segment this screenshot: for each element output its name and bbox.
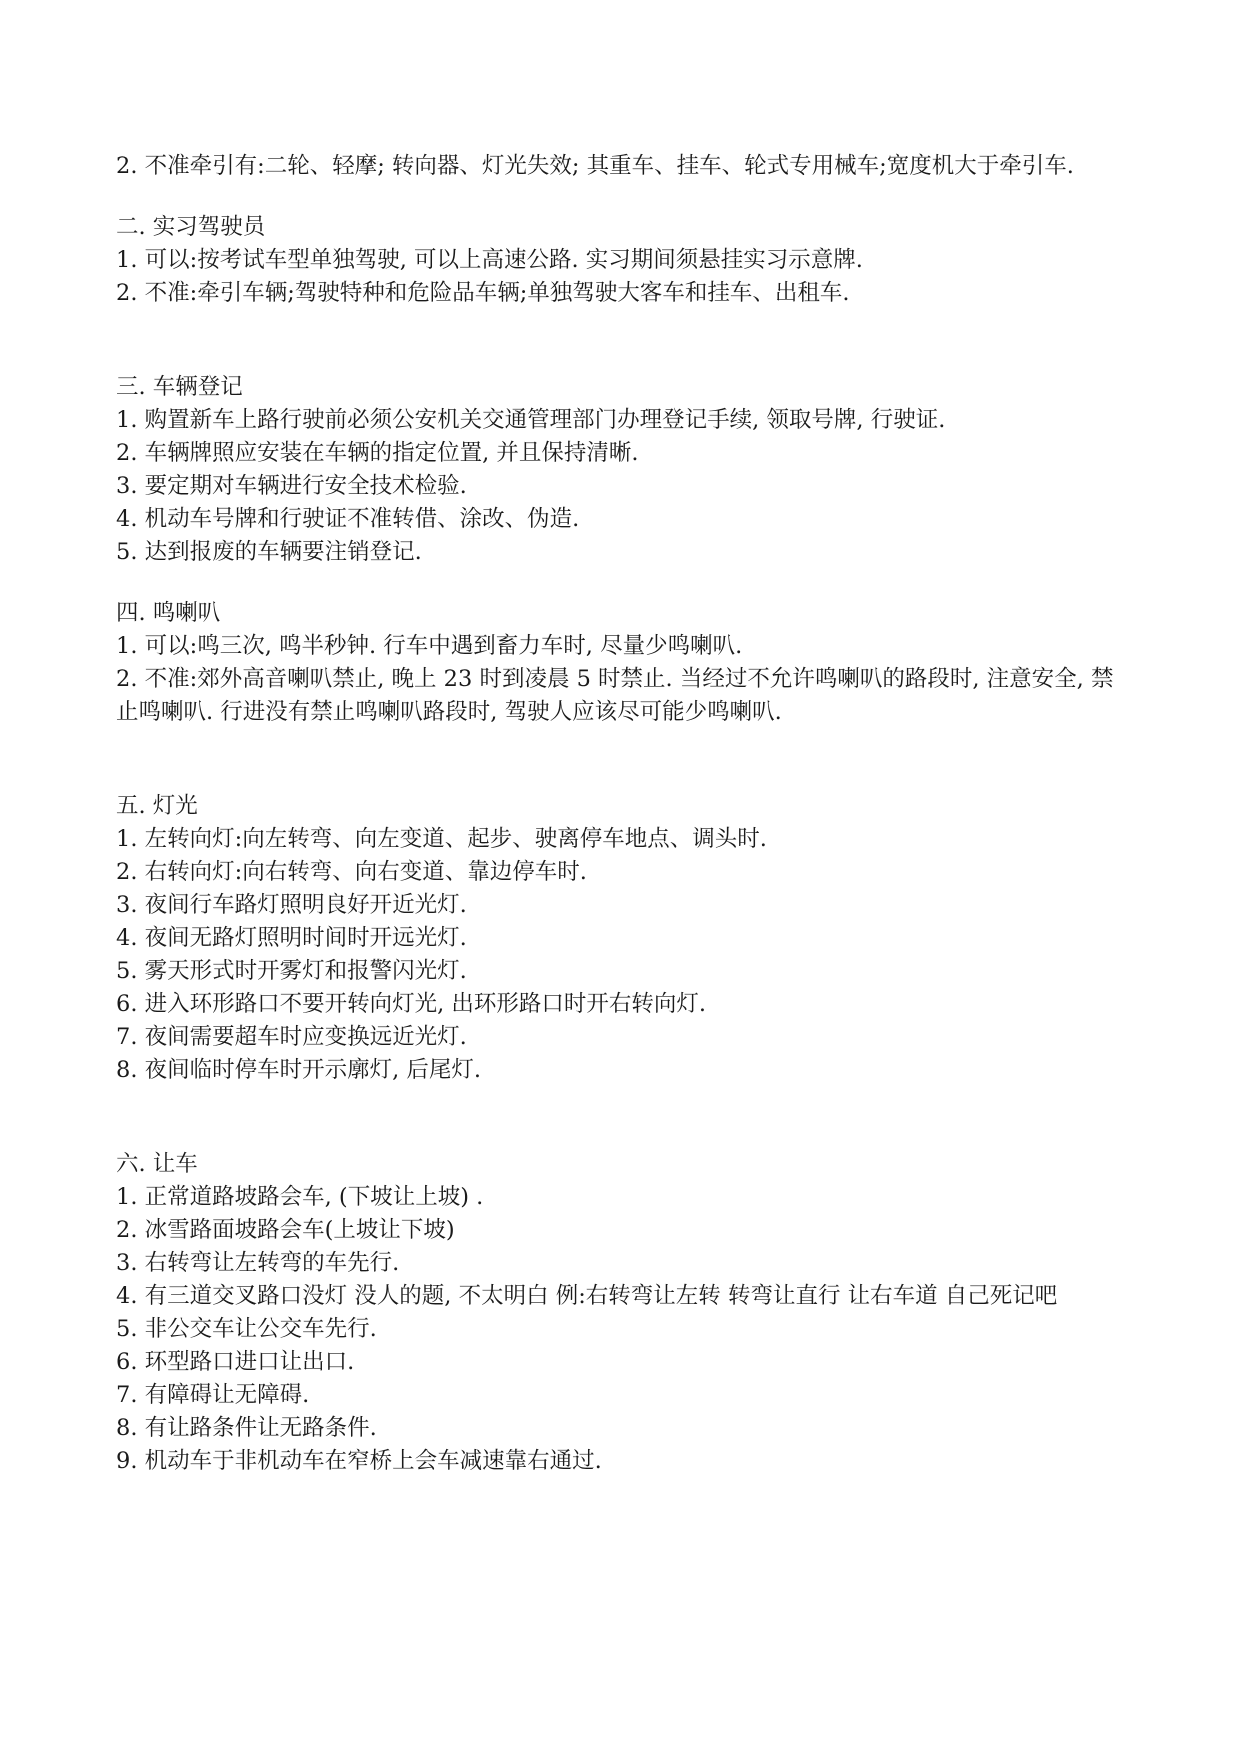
section-line: 2. 右转向灯:向右转弯、向右变道、靠边停车时. (116, 859, 587, 885)
section-vehicle-registration (116, 371, 1126, 569)
intro-line: 2. 不准牵引有:二轮、轻摩; 转向器、灯光失效; 其重车、挂车、轮式专用械车;宽度机大于牵引车. (116, 153, 1074, 179)
section-line: 4. 有三道交叉路口没灯 没人的题, 不太明白 例:右转弯让左转 转弯让直行 让右车道 自己死记吧 (116, 1283, 1058, 1309)
section-line: 7. 有障碍让无障碍. (116, 1382, 310, 1408)
section-line: 3. 要定期对车辆进行安全技术检验. (116, 473, 467, 499)
section-line: 1. 左转向灯:向左转弯、向左变道、起步、驶离停车地点、调头时. (116, 826, 767, 852)
section-lights (116, 790, 1126, 1087)
section-line: 2. 冰雪路面坡路会车(上坡让下坡) (116, 1217, 455, 1243)
section-line: 5. 雾天形式时开雾灯和报警闪光灯. (116, 958, 467, 984)
section-line: 1. 可以:按考试车型单独驾驶, 可以上高速公路. 实习期间须悬挂实习示意牌. (116, 247, 863, 273)
section-line: 4. 夜间无路灯照明时间时开远光灯. (116, 925, 467, 951)
section-line: 6. 进入环形路口不要开转向灯光, 出环形路口时开右转向灯. (116, 991, 707, 1017)
section-line: 2. 不准:郊外高音喇叭禁止, 晚上 23 时到凌晨 5 时禁止. 当经过不允许鸣喇叭的路段时, 注意安全, 禁止鸣喇叭. 行进没有禁止鸣喇叭路段时, 驾驶人应该尽可能少鸣喇叭. (116, 666, 1114, 725)
intro-section (116, 150, 1126, 183)
section-line: 8. 夜间临时停车时开示廓灯, 后尾灯. (116, 1057, 482, 1083)
section-line: 2. 车辆牌照应安装在车辆的指定位置, 并且保持清晰. (116, 440, 639, 466)
section-line: 5. 非公交车让公交车先行. (116, 1316, 377, 1342)
section-line: 5. 达到报废的车辆要注销登记. (116, 539, 422, 565)
section-heading: 四. 鸣喇叭 (116, 600, 221, 626)
section-line: 1. 购置新车上路行驶前必须公安机关交通管理部门办理登记手续, 领取号牌, 行驶证. (116, 407, 946, 433)
section-intern-driver (116, 211, 1126, 310)
section-line: 3. 右转弯让左转弯的车先行. (116, 1250, 400, 1276)
section-line: 6. 环型路口进口让出口. (116, 1349, 355, 1375)
document-page (116, 150, 1126, 1478)
section-line: 8. 有让路条件让无路条件. (116, 1415, 377, 1441)
section-heading: 三. 车辆登记 (116, 374, 243, 400)
section-heading: 六. 让车 (116, 1151, 198, 1177)
section-line: 1. 可以:鸣三次, 鸣半秒钟. 行车中遇到畜力车时, 尽量少鸣喇叭. (116, 633, 743, 659)
section-yield (116, 1148, 1126, 1478)
section-line: 4. 机动车号牌和行驶证不准转借、涂改、伪造. (116, 506, 580, 532)
section-horn (116, 597, 1126, 729)
section-heading: 二. 实习驾驶员 (116, 214, 266, 240)
section-line: 9. 机动车于非机动车在窄桥上会车减速靠右通过. (116, 1448, 602, 1474)
section-line: 2. 不准:牵引车辆;驾驶特种和危险品车辆;单独驾驶大客车和挂车、出租车. (116, 280, 850, 306)
section-line: 3. 夜间行车路灯照明良好开近光灯. (116, 892, 467, 918)
section-heading: 五. 灯光 (116, 793, 198, 819)
section-line: 1. 正常道路坡路会车, (下坡让上坡) . (116, 1184, 484, 1210)
section-line: 7. 夜间需要超车时应变换远近光灯. (116, 1024, 467, 1050)
